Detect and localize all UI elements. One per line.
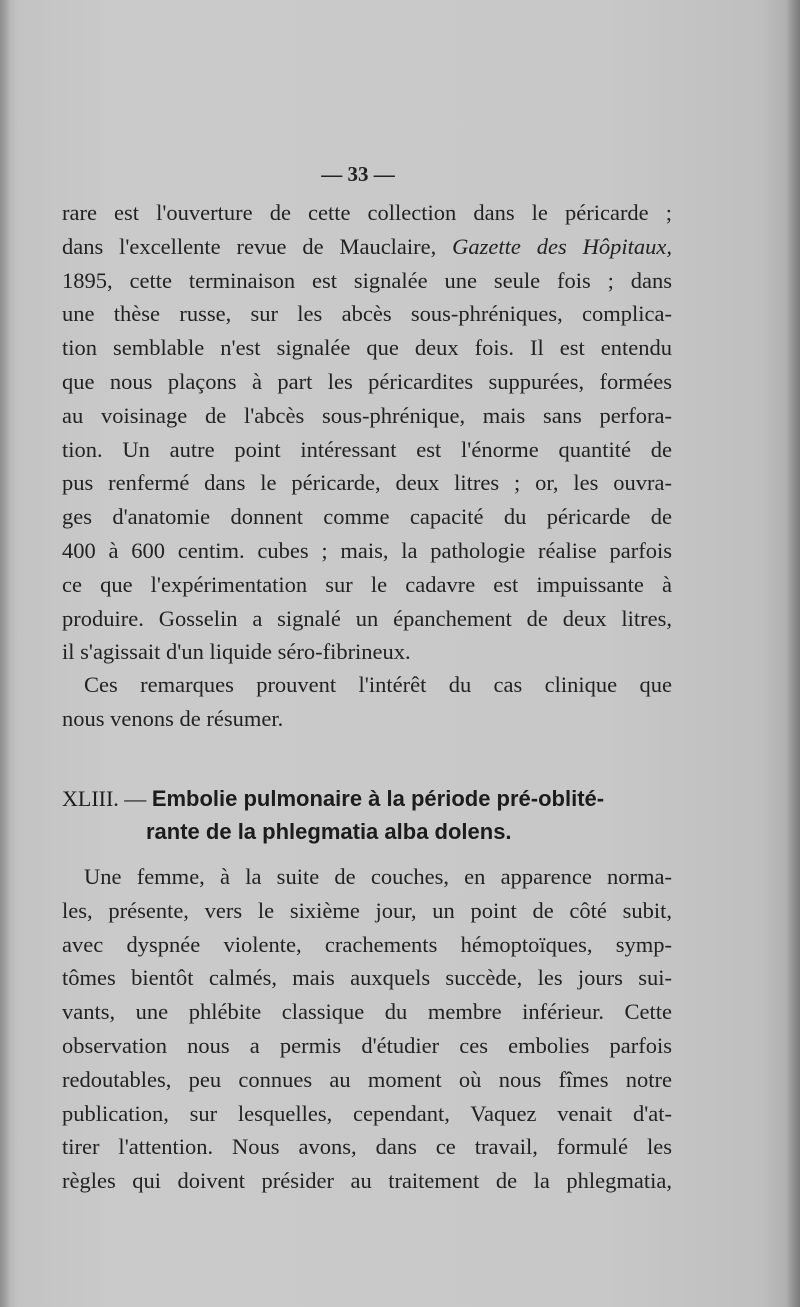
section-heading — [62, 782, 672, 848]
text-line — [62, 230, 672, 264]
text-line: Une femme, à la suite de couches, en apparence norma- — [84, 864, 672, 889]
text-line: avec dyspnée violente, crachements hémoptoïques, symp- — [62, 931, 672, 957]
text-line: une thèse russe, sur les abcès sous-phréniques, complica- — [62, 301, 672, 327]
text-line: produire. Gosselin a signalé un épanchement de deux litres, — [62, 605, 672, 631]
text-line: tômes bientôt calmés, mais auxquels succède, les jours sui- — [62, 965, 672, 991]
section-number: XLIII. — — [62, 786, 147, 811]
text-line: les, présente, vers le sixième jour, un point de côté subit, — [62, 897, 672, 923]
text-fragment: dans l'excellente revue de Mauclaire, — [62, 233, 437, 259]
paragraph-2 — [62, 668, 672, 736]
text-line: publication, sur lesquelles, cependant, Vaquez venait d'at- — [62, 1100, 672, 1126]
text-line: tion. Un autre point intéressant est l'énorme quantité de — [62, 436, 672, 462]
text-line: ce que l'expérimentation sur le cadavre est impuissante à — [62, 571, 672, 597]
text-line: règles qui doivent présider au traitement de la phlegmatia, — [62, 1168, 672, 1194]
text-line: vants, une phlébite classique du membre inférieur. Cette — [62, 999, 672, 1025]
paragraph-3 — [62, 860, 672, 1198]
journal-title: Gazette des Hôpitaux, — [452, 233, 673, 259]
text-line: au voisinage de l'abcès sous-phrénique, mais sans perfora- — [62, 402, 672, 428]
text-line: ges d'anatomie donnent comme capacité du péricarde de — [62, 504, 672, 530]
section-title-line-2: rante de la phlegmatia alba dolens. — [146, 819, 512, 844]
section-title-line-1: Embolie pulmonaire à la période pré-oblité- — [151, 786, 605, 811]
text-line: que nous plaçons à part les péricardites suppurées, formées — [62, 368, 672, 394]
text-line: rare est l'ouverture de cette collection dans le péricarde ; — [62, 200, 672, 225]
text-line: 400 à 600 centim. cubes ; mais, la pathologie réalise parfois — [62, 537, 672, 563]
text-line: tion semblable n'est signalée que deux fois. Il est entendu — [62, 335, 672, 361]
page-left-shadow — [0, 0, 10, 1307]
text-line: Ces remarques prouvent l'intérêt du cas clinique que — [84, 672, 672, 697]
text-line: redoutables, peu connues au moment où nous fîmes notre — [62, 1066, 672, 1092]
text-line: observation nous a permis d'étudier ces embolies parfois — [62, 1032, 672, 1058]
paragraph-1 — [62, 196, 672, 669]
text-line: nous venons de résumer. — [62, 705, 284, 731]
text-line: il s'agissait d'un liquide séro-fibrineux. — [62, 639, 411, 665]
page-number: — 33 — — [321, 162, 395, 186]
text-line: 1895, cette terminaison est signalée une seule fois ; dans — [62, 267, 672, 293]
text-line: pus renfermé dans le péricarde, deux litres ; or, les ouvra- — [62, 470, 672, 496]
page-right-shadow — [786, 0, 800, 1307]
text-line: tirer l'attention. Nous avons, dans ce travail, formulé les — [62, 1134, 672, 1160]
